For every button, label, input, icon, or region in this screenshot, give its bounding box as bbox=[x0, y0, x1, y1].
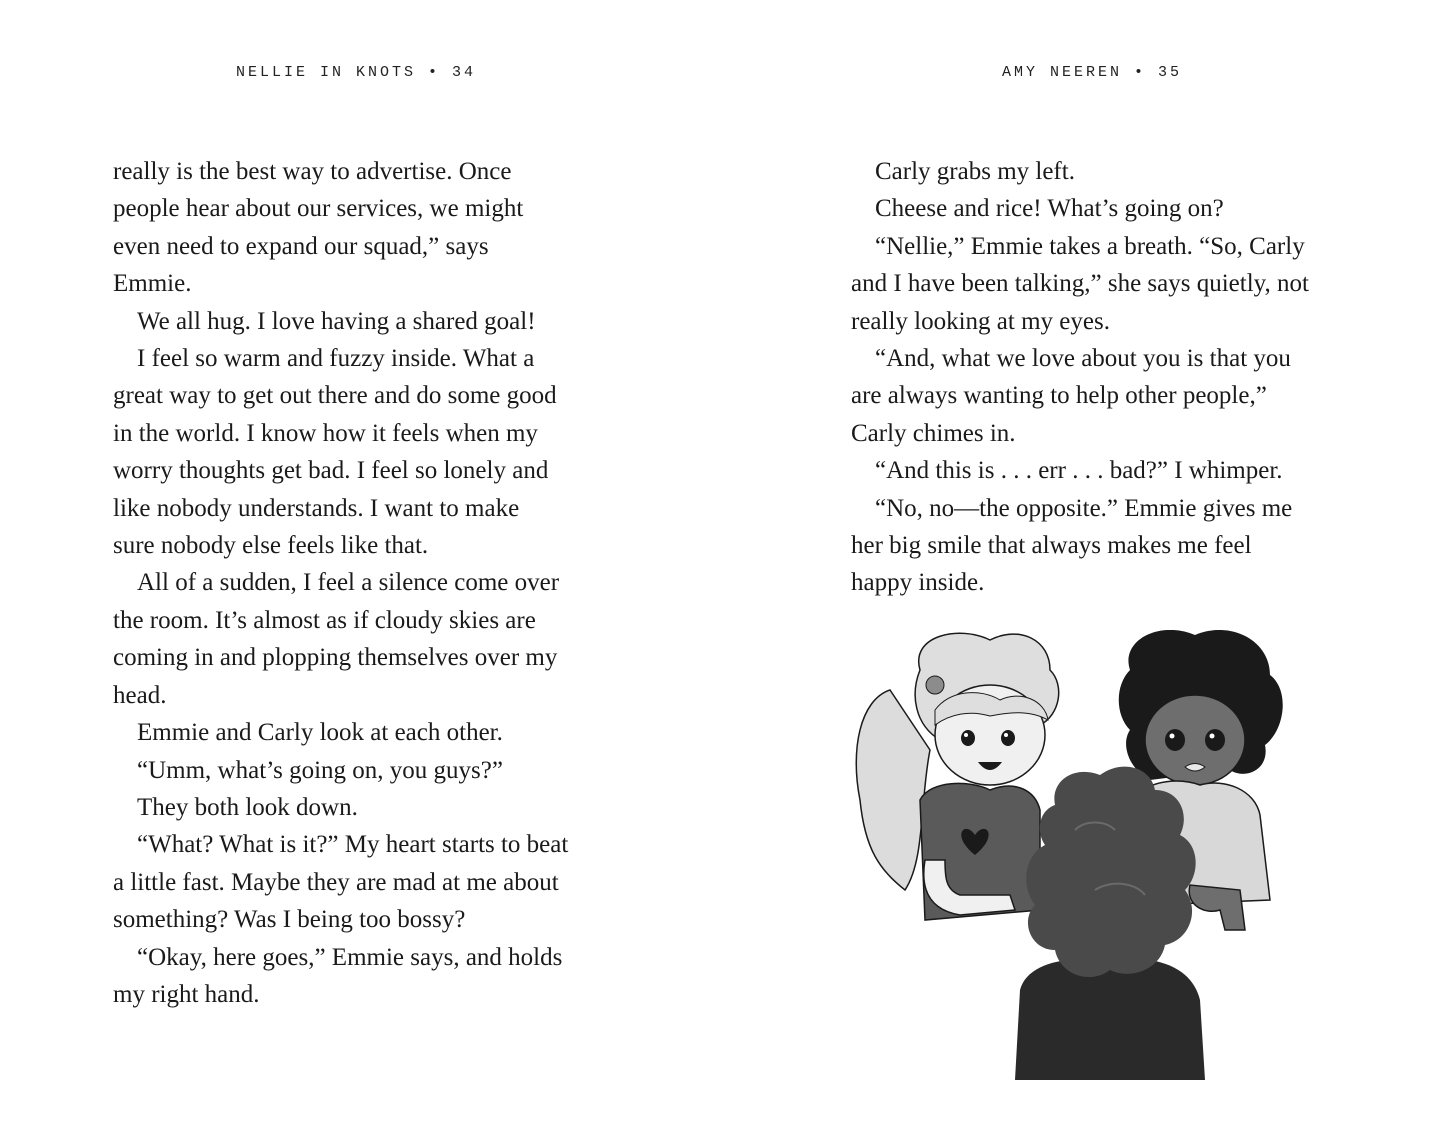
text-line: “Okay, here goes,” Emmie says, and holds bbox=[137, 943, 563, 971]
text-line: All of a sudden, I feel a silence come over bbox=[137, 569, 560, 597]
text-line: really looking at my eyes. bbox=[851, 307, 1110, 335]
paragraph bbox=[113, 789, 613, 826]
text-line: Cheese and rice! What’s going on? bbox=[875, 195, 1224, 223]
paragraph bbox=[113, 939, 613, 1014]
text-line: in the world. I know how it feels when my bbox=[113, 419, 538, 447]
text-line: really is the best way to advertise. Once bbox=[113, 158, 512, 185]
paragraph bbox=[113, 752, 613, 789]
paragraph bbox=[851, 452, 1351, 489]
left-page bbox=[0, 0, 722, 1124]
paragraph bbox=[851, 153, 1351, 190]
text-line: “And this is . . . err . . . bad?” I whimper. bbox=[875, 457, 1283, 485]
text-line: a little fast. Maybe they are mad at me about bbox=[113, 868, 559, 896]
paragraph bbox=[113, 303, 613, 340]
body-text bbox=[851, 153, 1351, 602]
nellie-figure bbox=[1015, 767, 1205, 1080]
paragraph bbox=[113, 826, 613, 938]
text-line: are always wanting to help other people,” bbox=[851, 382, 1267, 410]
text-line: “Umm, what’s going on, you guys?” bbox=[137, 756, 503, 784]
paragraph bbox=[851, 190, 1351, 227]
text-line: worry thoughts get bad. I feel so lonely and bbox=[113, 457, 549, 485]
text-line: head. bbox=[113, 681, 167, 709]
text-line: “No, no—the opposite.” Emmie gives me bbox=[875, 494, 1293, 522]
paragraph bbox=[851, 228, 1351, 340]
text-line: like nobody understands. I want to make bbox=[113, 494, 520, 522]
body-text bbox=[113, 153, 613, 1013]
text-line: I feel so warm and fuzzy inside. What a bbox=[137, 345, 535, 373]
running-head: AMY NEEREN • 35 bbox=[1002, 64, 1183, 81]
text-line: coming in and plopping themselves over my bbox=[113, 644, 558, 672]
text-line: Emmie and Carly look at each other. bbox=[137, 719, 503, 747]
text-line: “And, what we love about you is that you bbox=[875, 345, 1291, 373]
text-line: “What? What is it?” My heart starts to beat bbox=[137, 831, 569, 859]
text-line: her big smile that always makes me feel bbox=[851, 532, 1252, 560]
paragraph bbox=[113, 564, 613, 714]
paragraph bbox=[851, 340, 1351, 452]
text-line: sure nobody else feels like that. bbox=[113, 532, 429, 560]
paragraph bbox=[113, 153, 613, 303]
text-line: Carly chimes in. bbox=[851, 419, 1016, 447]
text-line: my right hand. bbox=[113, 980, 260, 1008]
text-line: something? Was I being too bossy? bbox=[113, 906, 466, 934]
text-line: happy inside. bbox=[851, 569, 985, 597]
text-line: Emmie. bbox=[113, 270, 192, 298]
paragraph bbox=[113, 714, 613, 751]
text-line: They both look down. bbox=[137, 793, 358, 821]
right-page bbox=[722, 0, 1445, 1124]
text-line: Carly grabs my left. bbox=[875, 158, 1075, 185]
text-line: people hear about our services, we might bbox=[113, 195, 524, 223]
paragraph bbox=[113, 340, 613, 564]
text-line: and I have been talking,” she says quietly, not bbox=[851, 270, 1309, 298]
text-line: great way to get out there and do some good bbox=[113, 382, 557, 410]
text-line: the room. It’s almost as if cloudy skies are bbox=[113, 606, 536, 634]
text-line: “Nellie,” Emmie takes a breath. “So, Carly bbox=[875, 232, 1305, 260]
text-line: We all hug. I love having a shared goal! bbox=[137, 307, 536, 335]
three-girls-illustration bbox=[850, 630, 1320, 1080]
running-head: NELLIE IN KNOTS • 34 bbox=[236, 64, 477, 81]
paragraph bbox=[851, 490, 1351, 602]
text-line: even need to expand our squad,” says bbox=[113, 232, 489, 260]
